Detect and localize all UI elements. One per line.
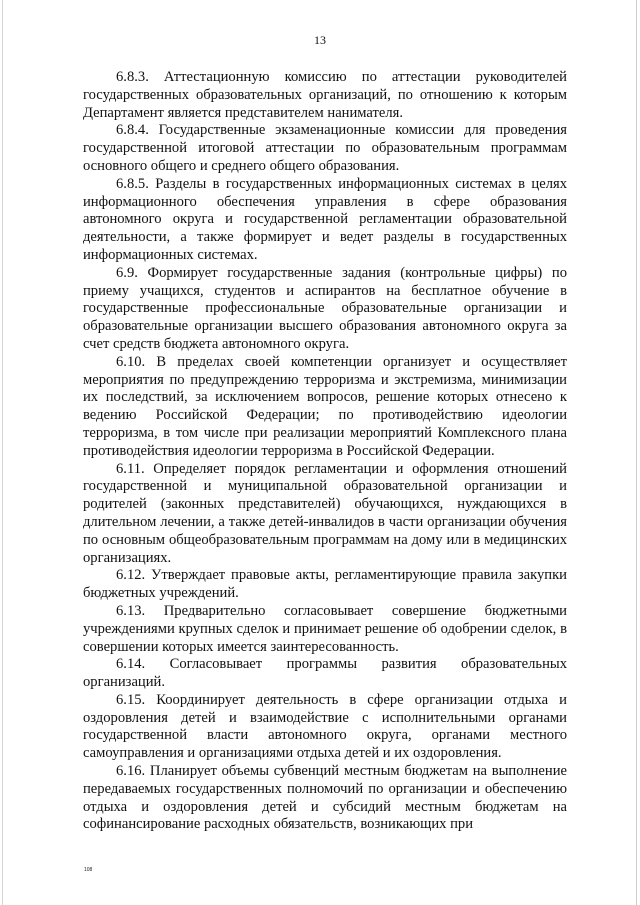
paragraph-6-8-3: 6.8.3. Аттестационную комиссию по аттестации руководителей государственных образовательных организаций, по отношению к которым Департамент является представителем нанимателя. [83, 69, 567, 121]
paragraph-6-8-4: 6.8.4. Государственные экзаменационные комиссии для проведения государственной итоговой аттестации по образовательным программам основного общего и среднего общего образования. [83, 122, 567, 174]
paragraph-6-14: 6.14. Согласовывает программы развития образовательных организаций. [83, 656, 567, 691]
paragraph-6-10: 6.10. В пределах своей компетенции организует и осуществляет мероприятия по предупреждению терроризма и экстремизма, минимизации их последствий, за исключением вопросов, решение которых отнесено к ведению Российской Федерации; по противодействию идеологии терроризма, в том числе при реализации мероприятий Комплексного плана противодействия идеологии терроризма в Российской Федерации. [83, 353, 567, 459]
paragraph-6-16: 6.16. Планирует объемы субвенций местным бюджетам на выполнение передаваемых государственных полномочий по организации и обеспечению отдыха и оздоровления детей и субсидий местным бюджетам на софинансирование расходных обязательств, возникающих при [83, 763, 567, 833]
paragraph-6-9: 6.9. Формирует государственные задания (контрольные цифры) по приему учащихся, студентов и аспирантов на бесплатное обучение в государственные профессиональные образовательные организации и образовательные организации высшего образования автономного округа за счет средств бюджета автономного округа. [83, 264, 567, 352]
footer-mark: 108 [84, 867, 93, 873]
scan-edge-left [2, 0, 3, 905]
paragraph-6-15: 6.15. Координирует деятельность в сфере организации отдыха и оздоровления детей и взаимодействие с исполнительными органами государственной власти автономного округа, органами местного самоуправления и организациями отдыха детей и их оздоровления. [83, 691, 567, 762]
scan-edge-right [636, 0, 637, 905]
document-body [83, 69, 567, 834]
paragraph-6-13: 6.13. Предварительно согласовывает совершение бюджетными учреждениями крупных сделок и принимает решение об одобрении сделок, в совершении которых имеется заинтересованность. [83, 602, 567, 655]
paragraph-6-8-5: 6.8.5. Разделы в государственных информационных системах в целях информационного обеспечения управления в сфере образования автономного округа и государственной регламентации образовательной деятельности, а также формирует и ведет разделы в государственных информационных системах. [83, 175, 567, 263]
paragraph-6-12: 6.12. Утверждает правовые акты, регламентирующие правила закупки бюджетных учреждений. [83, 567, 567, 602]
paragraph-6-11: 6.11. Определяет порядок регламентации и оформления отношений государственной и муниципальной образовательной организации и родителей (законных представителей) обучающихся, нуждающихся в длительном лечении, а также детей-инвалидов в части организации обучения по основным общеобразовательным программам на дому или в медицинских организациях. [83, 460, 567, 566]
page-number: 13 [314, 33, 326, 47]
